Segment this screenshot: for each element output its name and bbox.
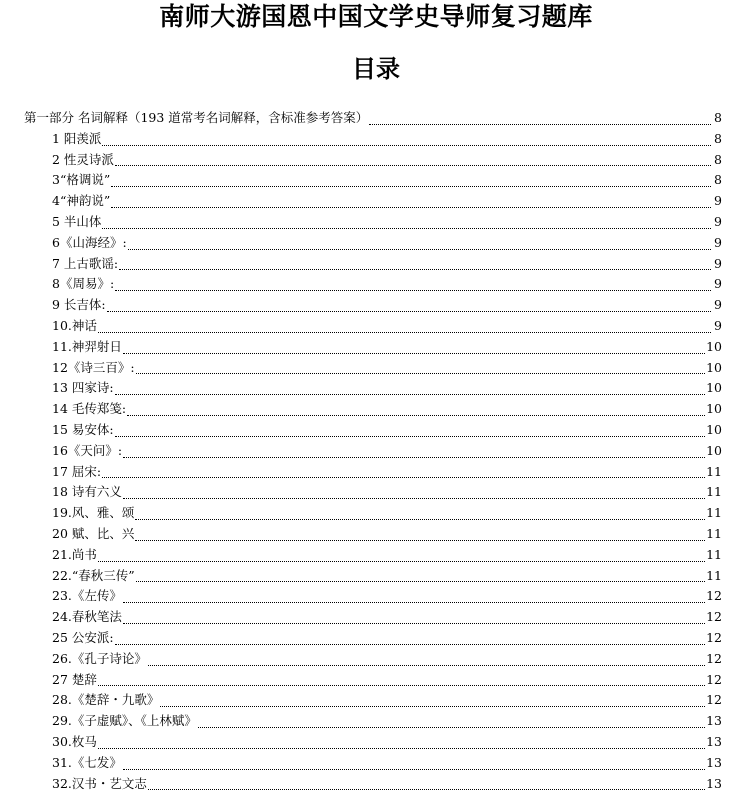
toc-entry-label: 8《周易》:: [52, 276, 115, 292]
toc-entry-label: 6《山海经》:: [52, 234, 127, 250]
toc-entry-page: 13: [706, 775, 722, 791]
toc-entry[interactable]: [24, 607, 722, 628]
toc-entry-label: 29.《子虚赋》、《上林赋》: [52, 713, 197, 729]
toc-entry[interactable]: [24, 586, 722, 607]
toc-entry[interactable]: [24, 711, 722, 732]
toc-entry-page: 10: [706, 421, 722, 437]
toc-dot-leader: [123, 601, 705, 603]
toc-dot-leader: [98, 331, 711, 333]
toc-dot-leader: [98, 747, 705, 749]
toc-entry[interactable]: [24, 566, 722, 587]
toc-entry-label: 16《天问》:: [52, 442, 123, 458]
toc-entry[interactable]: [24, 191, 722, 212]
toc-entry[interactable]: [24, 254, 722, 275]
toc-entry-label: 23.《左传》: [52, 588, 122, 604]
toc-entry-page: 11: [706, 546, 722, 562]
toc-entry[interactable]: [24, 503, 722, 524]
toc-entry-label: 20 赋、比、兴: [52, 525, 135, 541]
toc-entry-page: 13: [706, 713, 722, 729]
toc-entry[interactable]: [24, 170, 722, 191]
toc-entry-label: 21.尚书: [52, 546, 97, 562]
toc-entry-page: 8: [714, 110, 722, 125]
toc-entry[interactable]: [24, 670, 722, 691]
toc-entry-page: 13: [706, 754, 722, 770]
toc-entry-page: 13: [706, 733, 722, 749]
toc-entry[interactable]: [24, 753, 722, 774]
toc-dot-leader: [115, 435, 706, 437]
toc-dot-leader: [136, 580, 705, 582]
toc-dot-leader: [102, 476, 705, 478]
toc-entry[interactable]: [24, 690, 722, 711]
toc-dot-leader: [135, 518, 705, 520]
toc-entry-label: 11.神羿射日: [52, 338, 122, 354]
toc-entry-label: 32.汉书・艺文志: [52, 775, 147, 791]
toc-entry[interactable]: [24, 545, 722, 566]
toc-entry[interactable]: [24, 482, 722, 503]
toc-dot-leader: [127, 414, 705, 416]
toc-entry-label: 28.《楚辞・九歌》: [52, 692, 160, 708]
toc-entry[interactable]: [24, 295, 722, 316]
toc-dot-leader: [123, 352, 705, 354]
toc-entry-label: 19.风、雅、颂: [52, 505, 135, 521]
toc-entry[interactable]: [24, 774, 722, 795]
toc-dot-leader: [98, 684, 705, 686]
toc-dot-leader: [128, 248, 711, 250]
toc-entry-label: 1 阳羡派: [52, 130, 102, 146]
toc-entry-page: 12: [706, 609, 722, 625]
toc-dot-leader: [148, 788, 705, 790]
toc-entry-page: 9: [714, 255, 722, 271]
toc-entry[interactable]: [24, 233, 722, 254]
toc-entry[interactable]: [24, 462, 722, 483]
toc-entry[interactable]: [24, 358, 722, 379]
toc-dot-leader: [115, 393, 706, 395]
toc-entry[interactable]: [24, 316, 722, 337]
toc-entry-label: 第一部分 名词解释（193 道常考名词解释，含标准参考答案）: [24, 110, 369, 125]
toc-entry-label: 17 屈宋:: [52, 463, 102, 479]
toc-entry-page: 10: [706, 338, 722, 354]
toc-entry-label: 27 楚辞: [52, 671, 97, 687]
table-of-contents: [24, 108, 722, 794]
toc-dot-leader: [115, 643, 706, 645]
toc-entry-label: 5 半山体: [52, 213, 102, 229]
document-title: 南师大游国恩中国文学史导师复习题库: [159, 2, 593, 31]
toc-entry-page: 10: [706, 401, 722, 417]
toc-entry-label: 9 长吉体:: [52, 297, 106, 313]
toc-entry-page: 11: [706, 484, 722, 500]
toc-entry-page: 9: [714, 193, 722, 209]
toc-dot-leader: [148, 664, 705, 666]
toc-entry-page: 11: [706, 525, 722, 541]
toc-dot-leader: [369, 123, 711, 125]
toc-entry-label: 18 诗有六义: [52, 484, 122, 500]
toc-entry-page: 11: [706, 505, 722, 521]
toc-entry[interactable]: [24, 732, 722, 753]
toc-entry[interactable]: [24, 274, 722, 295]
toc-dot-leader: [135, 539, 705, 541]
toc-entry[interactable]: [24, 399, 722, 420]
toc-entry-label: 7 上古歌谣:: [52, 255, 119, 271]
toc-dot-leader: [102, 144, 711, 146]
toc-entry-label: 15 易安体:: [52, 421, 114, 437]
toc-entry-page: 10: [706, 359, 722, 375]
toc-dot-leader: [115, 164, 711, 166]
toc-entry-page: 8: [714, 151, 722, 167]
toc-entry-label: 13 四家诗:: [52, 380, 114, 396]
toc-dot-leader: [136, 372, 705, 374]
toc-entry-page: 12: [706, 671, 722, 687]
toc-entry-label: 26.《孔子诗论》: [52, 650, 147, 666]
toc-dot-leader: [123, 456, 705, 458]
toc-entry[interactable]: [24, 649, 722, 670]
toc-dot-leader: [107, 310, 711, 312]
toc-entry[interactable]: [24, 524, 722, 545]
toc-entry-page: 10: [706, 442, 722, 458]
toc-dot-leader: [123, 497, 705, 499]
toc-section-entry[interactable]: [24, 108, 722, 129]
toc-entry-page: 9: [714, 213, 722, 229]
toc-entry-page: 8: [714, 172, 722, 188]
toc-entry-page: 12: [706, 588, 722, 604]
toc-entry-label: 4“神韵说”: [52, 193, 111, 209]
toc-entry-page: 10: [706, 380, 722, 396]
toc-entry-page: 11: [706, 463, 722, 479]
toc-entry[interactable]: [24, 628, 722, 649]
toc-entry-label: 12《诗三百》:: [52, 359, 135, 375]
toc-entry[interactable]: [24, 150, 722, 171]
toc-dot-leader: [115, 289, 711, 291]
toc-entry-page: 9: [714, 317, 722, 333]
toc-entry-page: 12: [706, 692, 722, 708]
toc-dot-leader: [111, 185, 711, 187]
toc-entry-label: 2 性灵诗派: [52, 151, 114, 167]
toc-entry-label: 31.《七发》: [52, 754, 122, 770]
toc-dot-leader: [98, 560, 705, 562]
toc-entry-page: 9: [714, 234, 722, 250]
toc-dot-leader: [198, 726, 705, 728]
toc-entry-label: 3“格调说”: [52, 172, 111, 188]
toc-entry[interactable]: [24, 337, 722, 358]
toc-entry-label: 30.枚马: [52, 733, 97, 749]
toc-entry[interactable]: [24, 378, 722, 399]
toc-entry-label: 10.神话: [52, 317, 97, 333]
toc-entry-label: 25 公安派:: [52, 629, 114, 645]
toc-heading: 目录: [352, 55, 400, 83]
toc-entry[interactable]: [24, 441, 722, 462]
toc-entry-page: 9: [714, 276, 722, 292]
toc-dot-leader: [119, 268, 711, 270]
toc-entry-label: 14 毛传郑笺:: [52, 401, 127, 417]
toc-dot-leader: [102, 227, 711, 229]
toc-entry[interactable]: [24, 212, 722, 233]
toc-dot-leader: [123, 622, 705, 624]
toc-dot-leader: [123, 768, 705, 770]
toc-entry[interactable]: [24, 129, 722, 150]
toc-entry-page: 12: [706, 629, 722, 645]
toc-dot-leader: [111, 206, 711, 208]
toc-entry[interactable]: [24, 420, 722, 441]
toc-entry-page: 9: [714, 297, 722, 313]
toc-entry-page: 8: [714, 130, 722, 146]
toc-entry-page: 12: [706, 650, 722, 666]
toc-entry-label: 22.“春秋三传”: [52, 567, 135, 583]
toc-entry-page: 11: [706, 567, 722, 583]
toc-entry-label: 24.春秋笔法: [52, 609, 122, 625]
toc-dot-leader: [160, 705, 705, 707]
